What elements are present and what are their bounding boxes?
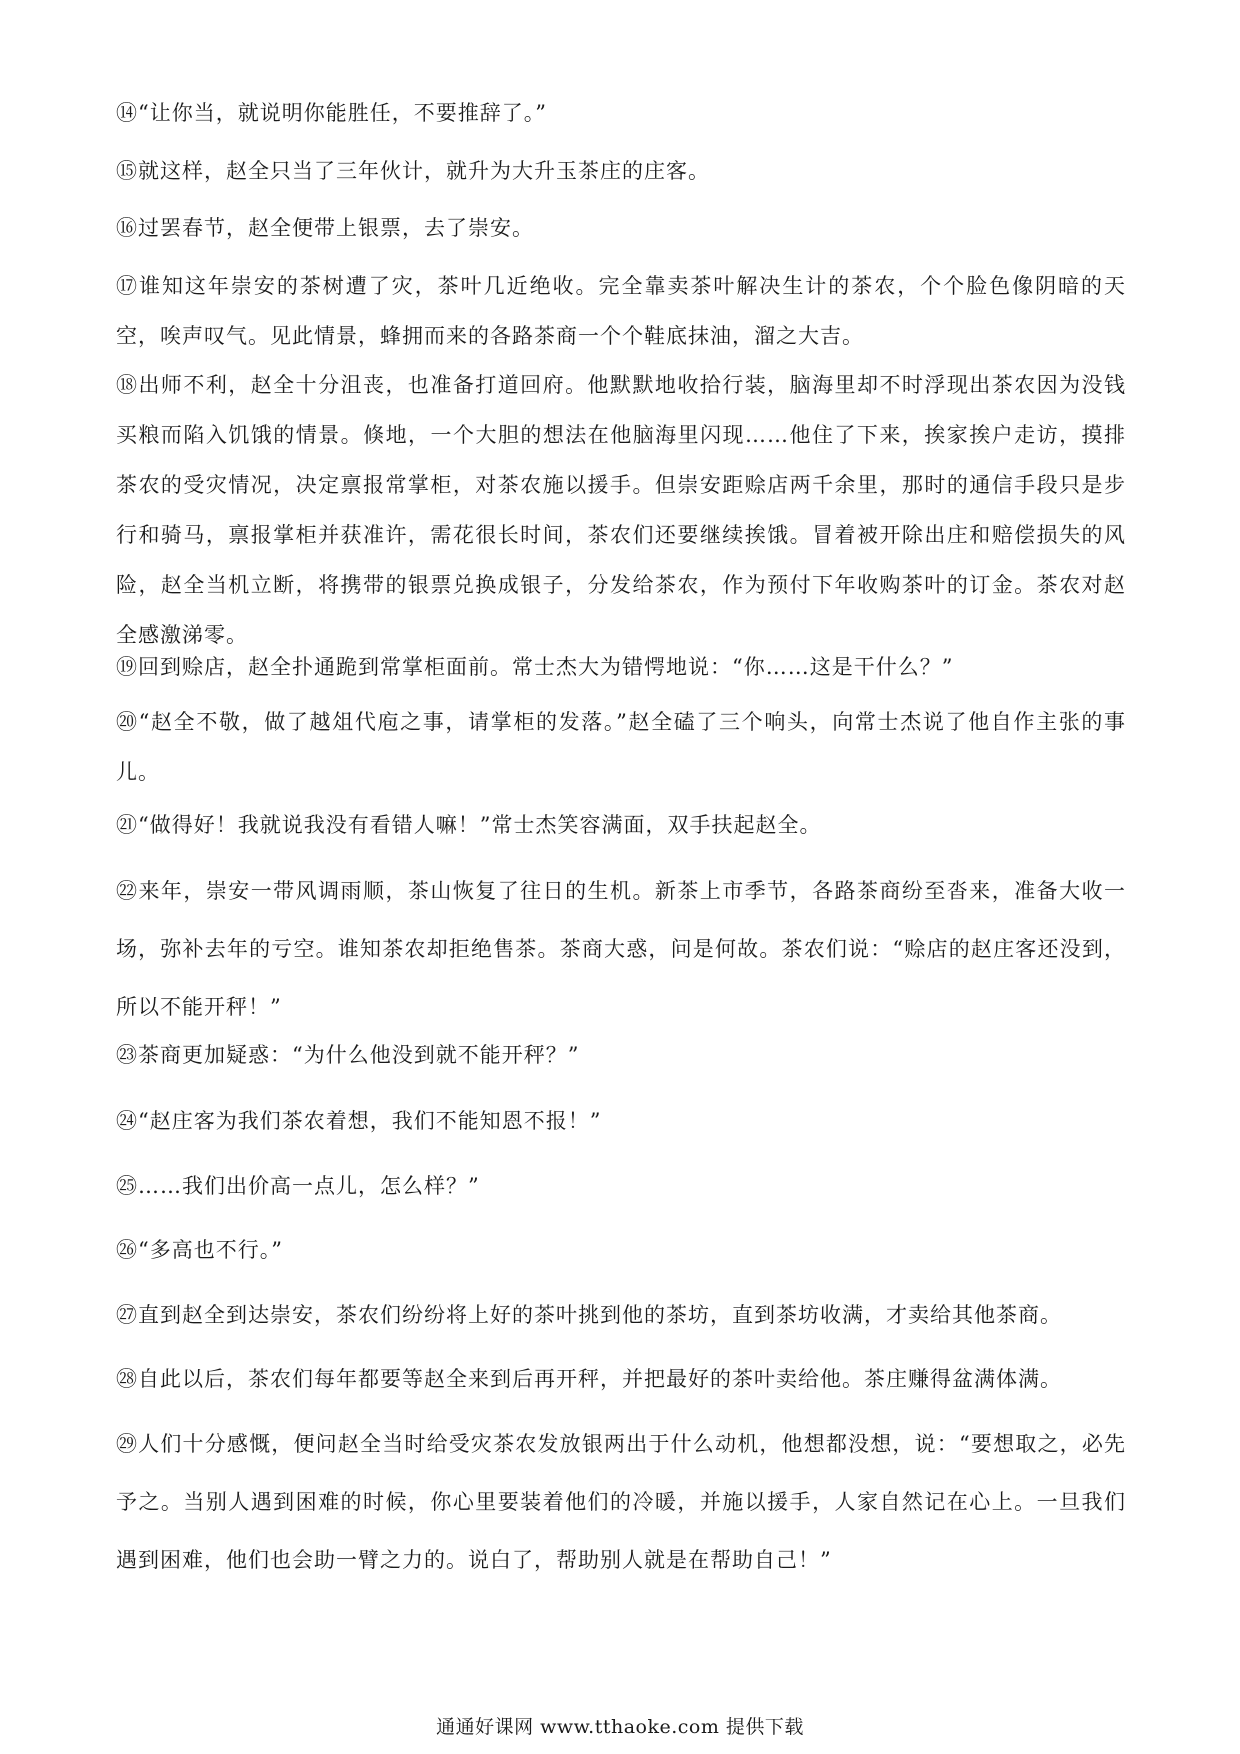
paragraph-17: ⑰谁知这年崇安的茶树遭了灾，茶叶几近绝收。完全靠卖茶叶解决生计的茶农，个个脸色像阴暗的天空，唉声叹气。见此情景，蜂拥而来的各路茶商一个个鞋底抹油，溜之大吉。 [116,274,1126,348]
paragraph-23: ㉓茶商更加疑惑：“为什么他没到就不能开秤？” [116,1043,580,1067]
paragraph-26: ㉖“多高也不行。” [116,1238,283,1262]
paragraph-27: ㉗直到赵全到达崇安，茶农们纷纷将上好的茶叶挑到他的茶坊，直到茶坊收满，才卖给其他茶商。 [116,1303,1062,1327]
paragraph-20: ⑳“赵全不敬，做了越俎代庖之事，请掌柜的发落。”赵全磕了三个响头，向常士杰说了他自作主张的事儿。 [116,710,1126,784]
paragraph-18: ⑱出师不利，赵全十分沮丧，也准备打道回府。他默默地收拾行装，脑海里却不时浮现出茶农因为没钱买粮而陷入饥饿的情景。倏地，一个大胆的想法在他脑海里闪现……他住了下来，挨家挨户走访，摸排茶农的受灾情况，决定禀报常掌柜，对茶农施以援手。但崇安距赊店两千余里，那时的通信手段只是步行和骑马，禀报掌柜并获准许，需花很长时间，茶农们还要继续挨饿。冒着被开除出庄和赔偿损失的风险，赵全当机立断，将携带的银票兑换成银子，分发给茶农，作为预付下年收购茶叶的订金。茶农对赵全感激涕零。 [116,373,1126,647]
paragraph-19: ⑲回到赊店，赵全扑通跪到常掌柜面前。常士杰大为错愕地说：“你……这是干什么？” [116,655,954,679]
paragraph-21: ㉑“做得好！我就说我没有看错人嘛！”常士杰笑容满面，双手扶起赵全。 [116,813,822,837]
paragraph-16: ⑯过罢春节，赵全便带上银票，去了崇安。 [116,216,534,240]
paragraph-24: ㉔“赵庄客为我们茶农着想，我们不能知恩不报！” [116,1109,602,1133]
paragraph-25: ㉕……我们出价高一点儿，怎么样？” [116,1174,480,1198]
paragraph-14: ⑭“让你当，就说明你能胜任，不要推辞了。” [116,101,547,125]
footer-download-source: 通通好课网 www.tthaoke.com 提供下载 [436,1716,804,1738]
paragraph-22: ㉒来年，崇安一带风调雨顺，茶山恢复了往日的生机。新茶上市季节，各路茶商纷至沓来，准备大收一场，弥补去年的亏空。谁知茶农却拒绝售茶。茶商大惑，问是何故。茶农们说：“赊店的赵庄客还没到，所以不能开秤！” [116,879,1126,1019]
paragraph-15: ⑮就这样，赵全只当了三年伙计，就升为大升玉茶庄的庄客。 [116,159,710,183]
paragraph-28: ㉘自此以后，茶农们每年都要等赵全来到后再开秤，并把最好的茶叶卖给他。茶庄赚得盆满体满。 [116,1367,1062,1391]
paragraph-29: ㉙人们十分感慨，便问赵全当时给受灾茶农发放银两出于什么动机，他想都没想，说：“要想取之，必先予之。当别人遇到困难的时候，你心里要装着他们的冷暖，并施以援手，人家自然记在心上。一旦我们遇到困难，他们也会助一臂之力的。说白了，帮助别人就是在帮助自己！” [116,1432,1126,1572]
